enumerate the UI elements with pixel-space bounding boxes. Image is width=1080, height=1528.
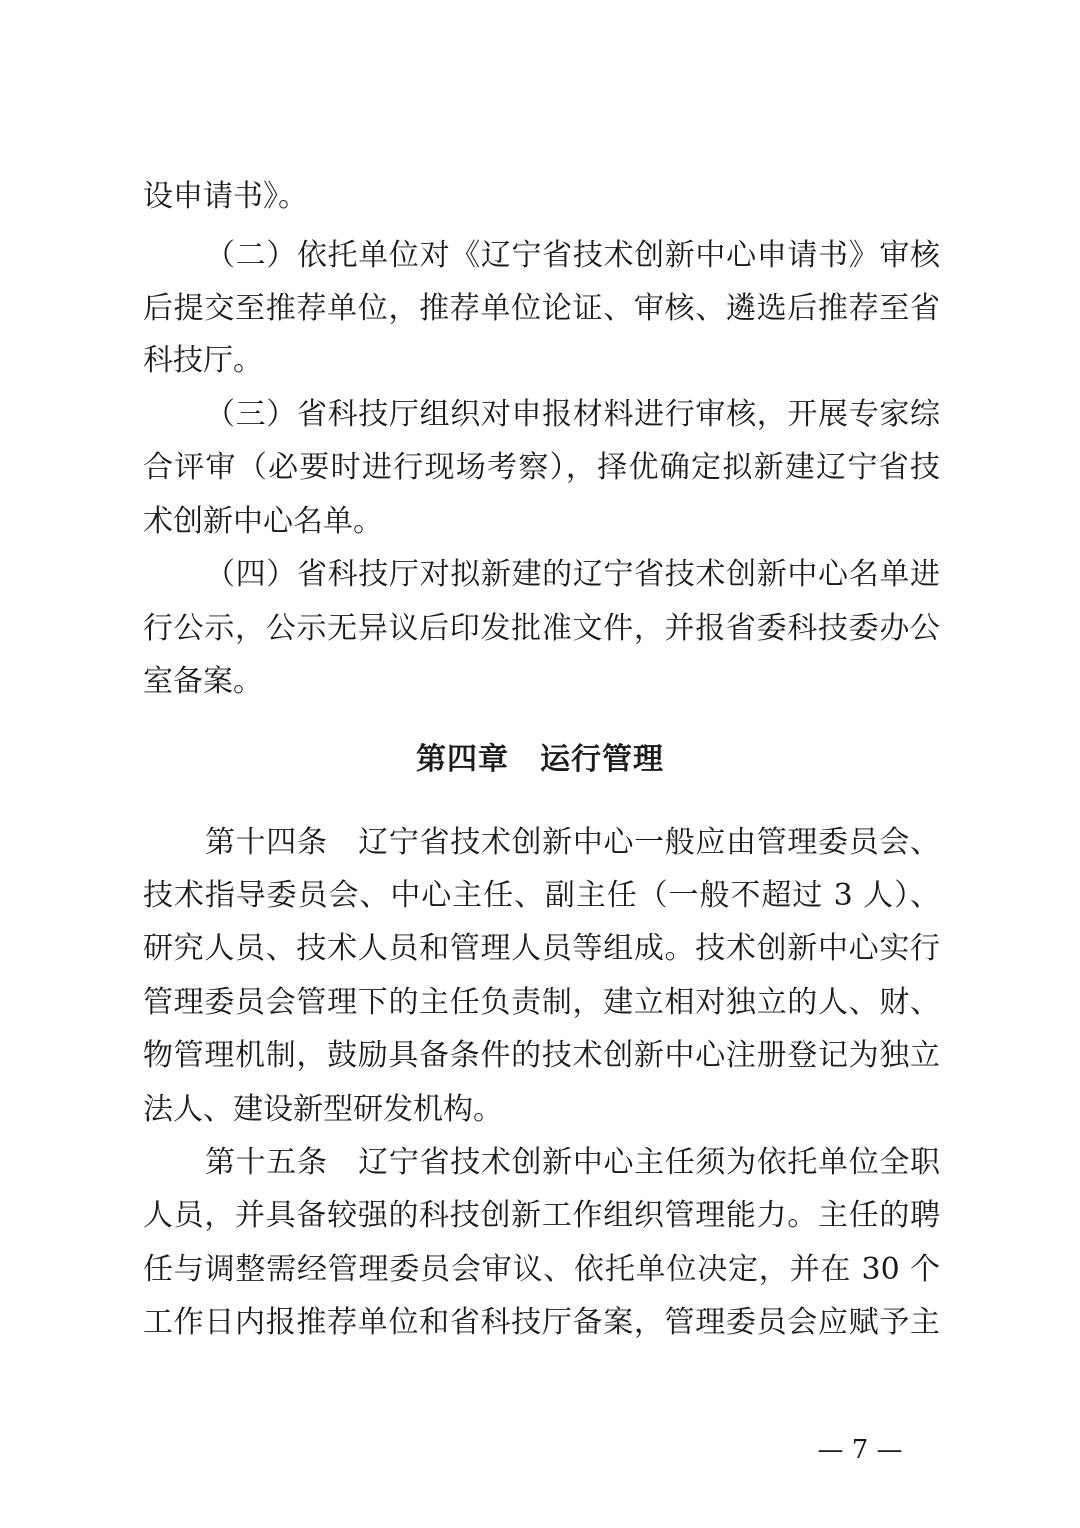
text-line: 工作日内报推荐单位和省科技厅备案，管理委员会应赋予主 (143, 1305, 940, 1340)
text-line: 设申请书》。 (143, 179, 308, 214)
text-line: 第十五条 辽宁省技术创新中心主任须为依托单位全职 (205, 1145, 940, 1180)
text-line: 管理委员会管理下的主任负责制，建立相对独立的人、财、 (143, 985, 940, 1020)
page-number: — 7 — (817, 1435, 903, 1465)
text-line: 科技厅。 (143, 343, 263, 378)
text-line: 技术指导委员会、中心主任、副主任（一般不超过 3 人）、 (143, 878, 940, 913)
text-line: 研究人员、技术人员和管理人员等组成。技术创新中心实行 (143, 931, 940, 966)
text-line: 任与调整需经管理委员会审议、依托单位决定，并在 30 个 (143, 1252, 940, 1287)
text-line: 物管理机制，鼓励具备条件的技术创新中心注册登记为独立 (143, 1038, 940, 1073)
text-line: 人员，并具备较强的科技创新工作组织管理能力。主任的聘 (143, 1198, 940, 1233)
chapter-heading: 第四章 运行管理 (416, 742, 664, 777)
text-line: （三）省科技厅组织对申报材料进行审核，开展专家综 (205, 397, 940, 432)
text-line: 合评审（必要时进行现场考察），择优确定拟新建辽宁省技 (143, 450, 940, 485)
text-line: 法人、建设新型研发机构。 (143, 1092, 503, 1127)
text-line: （二）依托单位对《辽宁省技术创新中心申请书》审核 (205, 238, 940, 273)
text-line: 术创新中心名单。 (143, 504, 383, 539)
text-line: 行公示，公示无异议后印发批准文件，并报省委科技委办公 (143, 611, 940, 646)
text-line: 后提交至推荐单位，推荐单位论证、审核、遴选后推荐至省 (143, 291, 940, 326)
text-line: （四）省科技厅对拟新建的辽宁省技术创新中心名单进 (205, 557, 940, 592)
text-line: 室备案。 (143, 664, 263, 699)
text-line: 第十四条 辽宁省技术创新中心一般应由管理委员会、 (205, 825, 940, 860)
